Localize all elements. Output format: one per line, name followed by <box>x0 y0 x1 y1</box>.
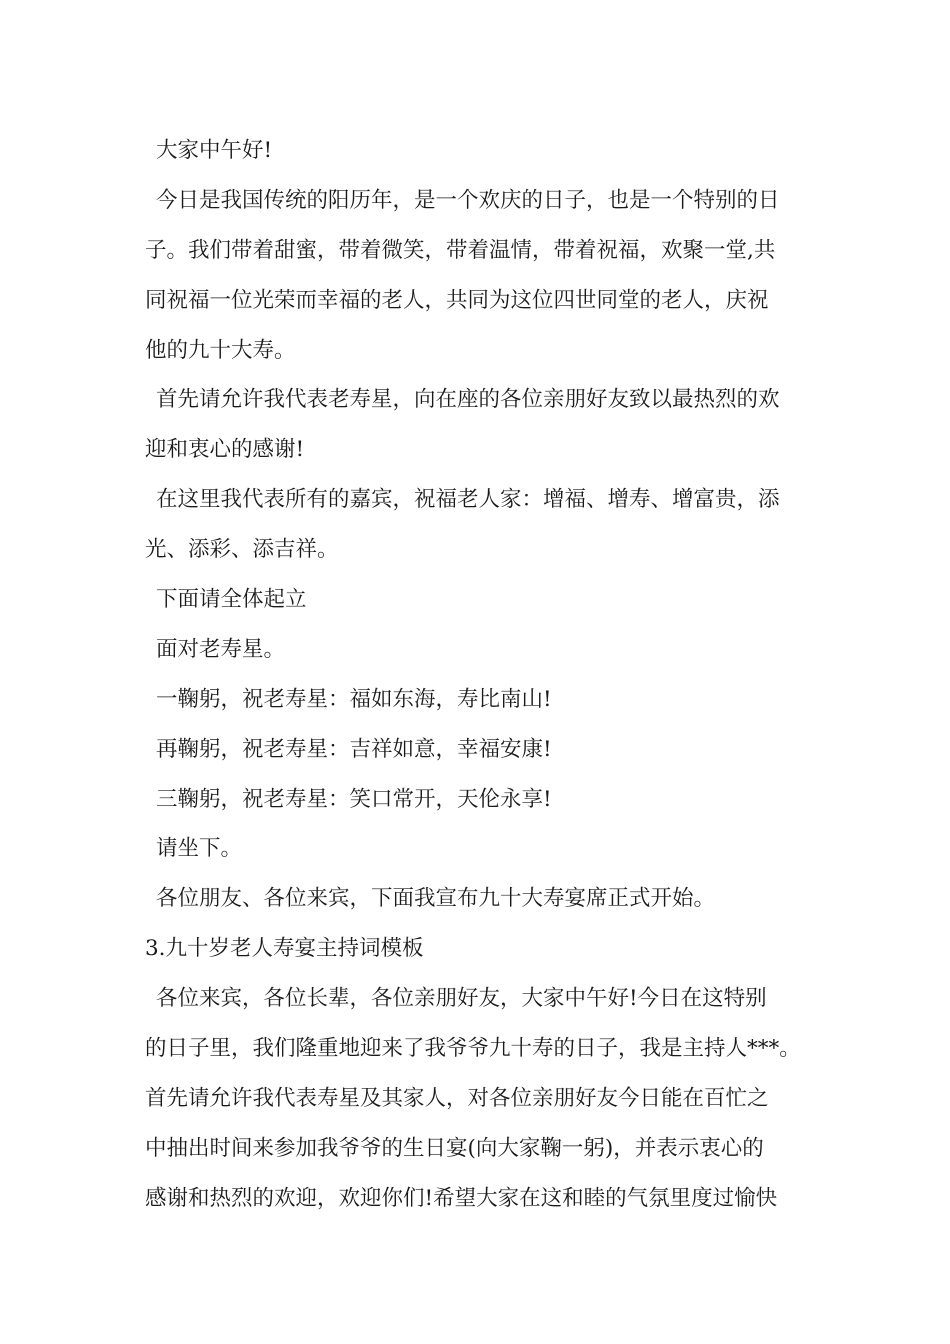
text-line: 在这里我代表所有的嘉宾，祝福老人家：增福、增寿、增富贵，添 <box>156 487 780 513</box>
text-line: 首先请允许我代表寿星及其家人，对各位亲朋好友今日能在百忙之 <box>145 1085 769 1111</box>
text-line: 同祝福一位光荣而幸福的老人，共同为这位四世同堂的老人，庆祝 <box>145 287 769 313</box>
document-body <box>145 126 825 1224</box>
text-line: 他的九十大寿。 <box>145 337 296 363</box>
text-line: 迎和衷心的感谢! <box>145 437 305 463</box>
text-line: 下面请全体起立 <box>156 587 307 613</box>
text-line: 一鞠躬，祝老寿星：福如东海，寿比南山! <box>156 686 552 712</box>
text-line: 再鞠躬，祝老寿星：吉祥如意，幸福安康! <box>156 736 552 762</box>
text-line: 各位来宾，各位长辈，各位亲朋好友，大家中午好!今日在这特别 <box>156 986 767 1012</box>
text-line: 请坐下。 <box>156 836 243 862</box>
text-line: 光、添彩、添吉祥。 <box>145 537 339 563</box>
text-line: 感谢和热烈的欢迎，欢迎你们!希望大家在这和睦的气氛里度过愉快 <box>145 1185 778 1211</box>
text-line: 子。我们带着甜蜜，带着微笑，带着温情，带着祝福，欢聚一堂,共 <box>145 237 776 263</box>
text-line: 大家中午好! <box>156 138 273 163</box>
text-line: 首先请允许我代表老寿星，向在座的各位亲朋好友致以最热烈的欢 <box>156 387 780 413</box>
text-line: 三鞠躬，祝老寿星：笑口常开，天伦永享! <box>156 786 552 812</box>
section-heading: 3.九十岁老人寿宴主持词模板 <box>145 936 424 962</box>
text-line: 面对老寿星。 <box>156 636 286 662</box>
text-line: 今日是我国传统的阳历年，是一个欢庆的日子，也是一个特别的日 <box>156 187 780 213</box>
text-line: 各位朋友、各位来宾，下面我宣布九十大寿宴席正式开始。 <box>156 886 716 912</box>
text-line: 的日子里，我们隆重地迎来了我爷爷九十寿的日子，我是主持人***。 <box>145 1036 801 1062</box>
text-line: 中抽出时间来参加我爷爷的生日宴(向大家鞠一躬)，并表示衷心的 <box>145 1135 764 1161</box>
